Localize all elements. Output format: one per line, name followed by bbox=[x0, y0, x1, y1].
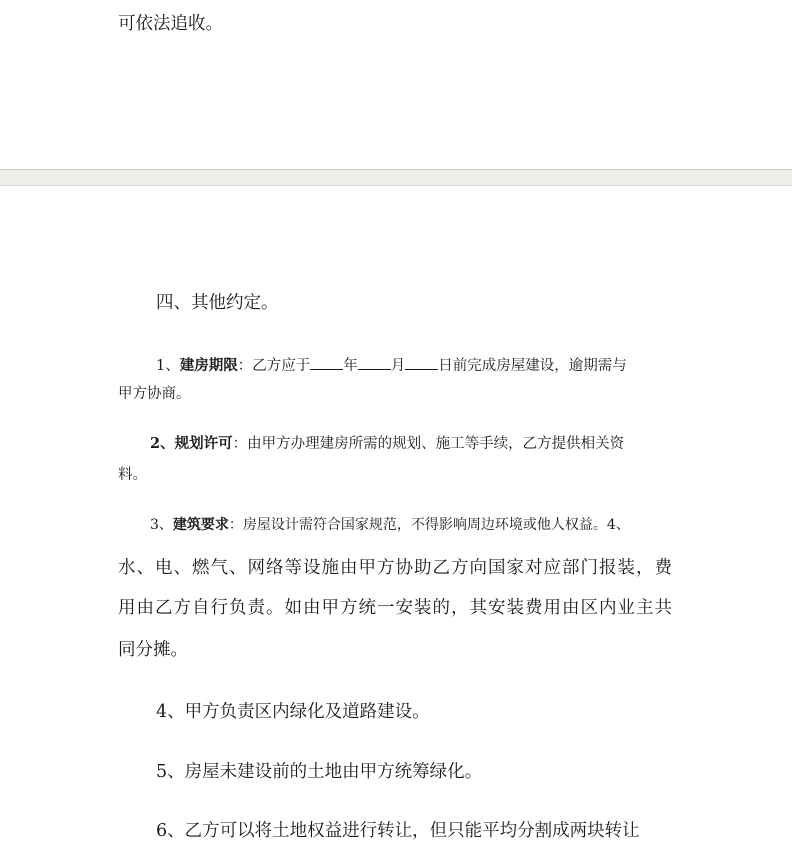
clause-3-line-4: 同分摊。 bbox=[118, 640, 188, 660]
clause-2-colon: ： bbox=[232, 436, 248, 452]
clause-3-line-2: 水、电、燃气、网络等设施由甲方协助乙方向国家对应部门报装，费 bbox=[118, 558, 672, 578]
clause-1-line-1 bbox=[156, 356, 627, 374]
clause-1-text-b: 年 bbox=[343, 358, 358, 374]
clause-3-line-1 bbox=[150, 518, 630, 532]
year-blank bbox=[310, 356, 343, 370]
clause-1-number: 1、 bbox=[156, 358, 180, 374]
clause-3-colon: ： bbox=[228, 517, 243, 533]
clause-4: 4、甲方负责区内绿化及道路建设。 bbox=[156, 702, 430, 722]
clause-2-line-1 bbox=[150, 437, 624, 452]
clause-1-text-d: 日前完成房屋建设，逾期需与 bbox=[438, 358, 627, 374]
clause-1-line-2: 甲方协商。 bbox=[118, 386, 191, 402]
clause-3-text: 房屋设计需符合国家规范，不得影响周边环境或他人权益。4、 bbox=[242, 517, 630, 533]
clause-5: 5、房屋未建设前的土地由甲方统筹绿化。 bbox=[156, 762, 483, 782]
clause-3-number: 3、 bbox=[150, 517, 173, 533]
previous-page-tail-text: 可依法追收。 bbox=[118, 14, 223, 34]
day-blank bbox=[405, 356, 438, 370]
clause-6: 6、乙方可以将土地权益进行转让，但只能平均分割成两块转让 bbox=[156, 821, 640, 841]
clause-1-colon: ： bbox=[237, 358, 253, 374]
clause-2-title: 规划许可 bbox=[174, 435, 233, 452]
clause-1-text-a: 乙方应于 bbox=[252, 358, 311, 374]
clause-3-line-3: 用由乙方自行负责。如由甲方统一安装的，其安装费用由区内业主共 bbox=[118, 598, 672, 618]
clause-2-number: 2、 bbox=[150, 435, 175, 452]
clause-3-title: 建筑要求 bbox=[172, 517, 229, 533]
clause-2-text: 由甲方办理建房所需的规划、施工等手续，乙方提供相关资 bbox=[247, 436, 625, 452]
section-heading: 四、其他约定。 bbox=[156, 293, 279, 313]
clause-1-title: 建房期限 bbox=[179, 357, 238, 374]
clause-2-line-2: 料。 bbox=[118, 467, 147, 483]
clause-1-text-c: 月 bbox=[390, 358, 406, 374]
previous-page bbox=[0, 0, 792, 169]
page-separator bbox=[0, 169, 792, 186]
month-blank bbox=[358, 356, 391, 370]
